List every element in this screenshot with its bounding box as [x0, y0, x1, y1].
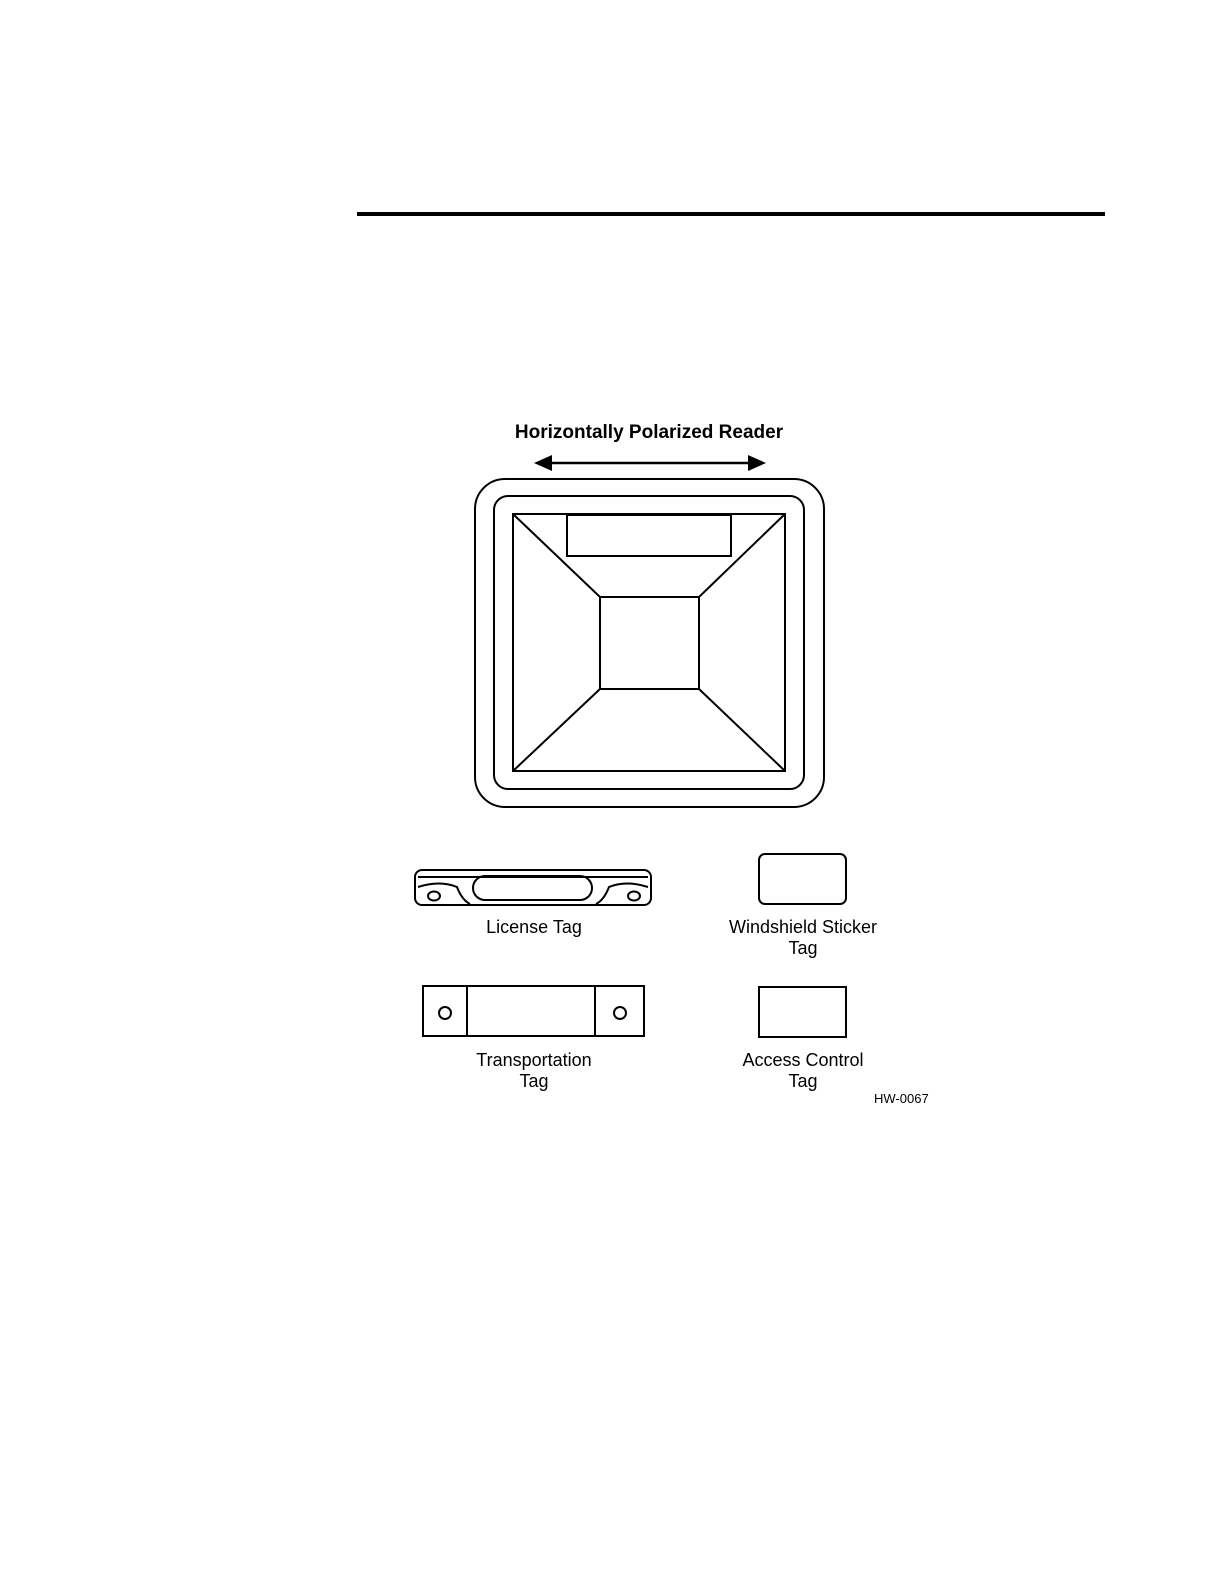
- transportation-tag-label-line1: Transportation: [476, 1050, 592, 1070]
- windshield-tag-label-line1: Windshield Sticker: [728, 917, 878, 937]
- transportation-tag-shape: [423, 986, 644, 1036]
- reader-antenna: [475, 479, 824, 807]
- polarization-arrow: [534, 455, 766, 471]
- windshield-tag-label-line2: Tag: [788, 938, 818, 958]
- license-tag-label-line1: License Tag: [486, 917, 582, 937]
- access-control-tag-label-line1: Access Control: [742, 1050, 864, 1070]
- access-control-tag-shape: [759, 987, 846, 1037]
- reader-title: Horizontally Polarized Reader: [514, 422, 784, 443]
- transportation-tag-label: [476, 1050, 591, 1092]
- figure-id: HW-0067: [874, 1091, 929, 1104]
- transportation-tag-label-line2: Tag: [519, 1071, 549, 1091]
- license-tag-shape: [415, 870, 651, 905]
- license-tag-label: [486, 917, 582, 938]
- access-control-tag-label-line2: Tag: [788, 1071, 818, 1091]
- windshield-tag-shape: [759, 854, 846, 904]
- windshield-tag-label: [729, 917, 877, 959]
- access-control-tag-label: [742, 1050, 863, 1092]
